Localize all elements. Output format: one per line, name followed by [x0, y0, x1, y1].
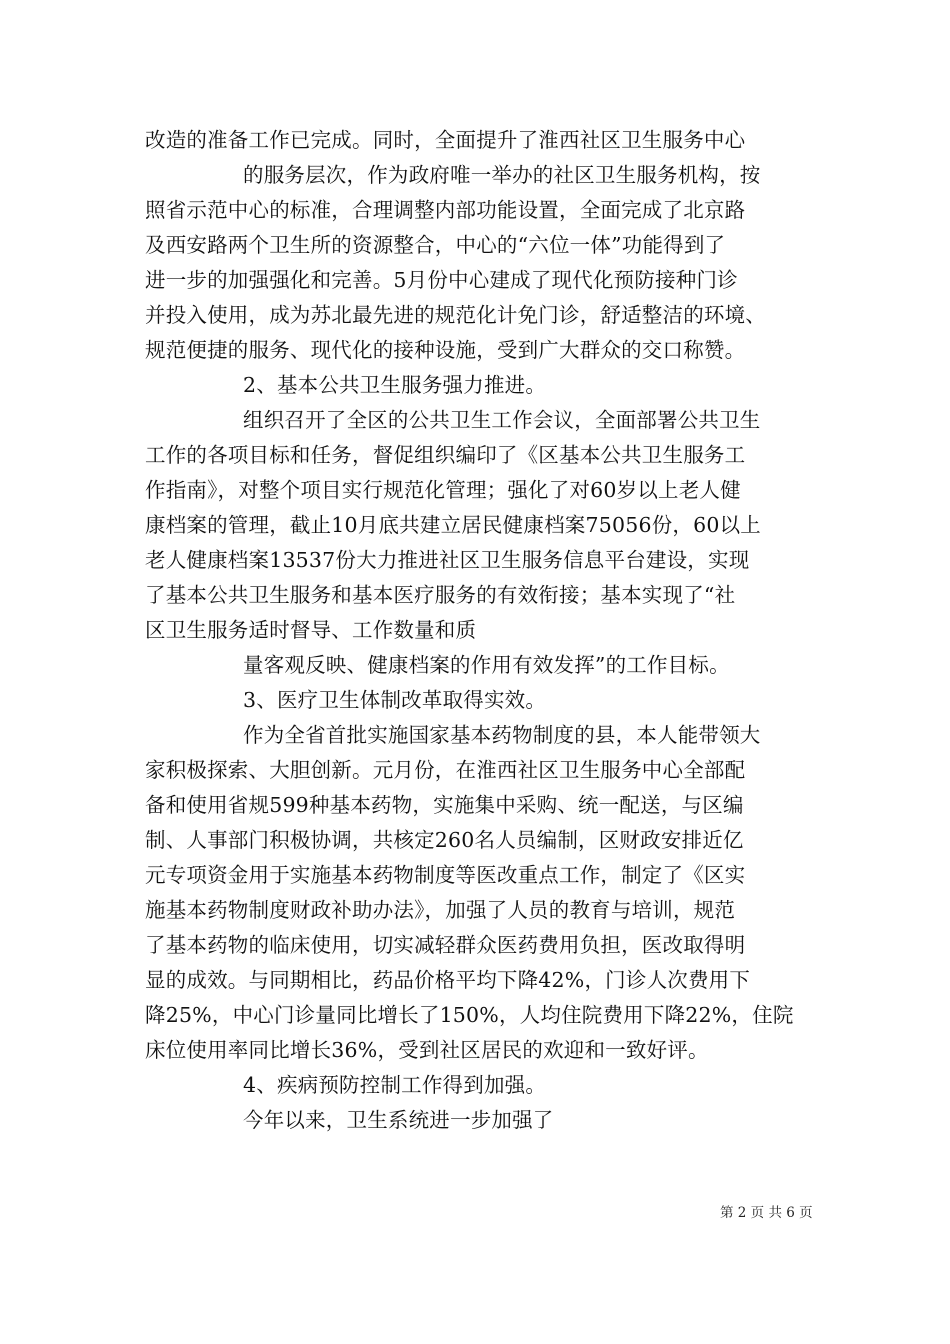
- page-number: 第 2 页 共 6 页: [720, 1205, 813, 1221]
- paragraph-line: 元专项资金用于实施基本药物制度等医改重点工作，制定了《区实: [145, 863, 746, 887]
- paragraph-line: 改造的准备工作已完成。同时，全面提升了淮西社区卫生服务中心: [145, 128, 746, 152]
- paragraph-line: 今年以来，卫生系统进一步加强了: [243, 1108, 554, 1132]
- section-heading: 4、疾病预防控制工作得到加强。: [243, 1073, 547, 1097]
- paragraph-line: 规范便捷的服务、现代化的接种设施，受到广大群众的交口称赞。: [145, 338, 746, 362]
- paragraph-line: 工作的各项目标和任务，督促组织编印了《区基本公共卫生服务工: [145, 443, 746, 467]
- paragraph-line: 的服务层次，作为政府唯一举办的社区卫生服务机构，按: [243, 163, 761, 187]
- paragraph-line: 及西安路两个卫生所的资源整合，中心的“六位一体”功能得到了: [145, 233, 726, 257]
- paragraph-line: 并投入使用，成为苏北最先进的规范化计免门诊，舒适整洁的环境、: [145, 303, 766, 327]
- paragraph-line: 康档案的管理，截止10月底共建立居民健康档案75056份，60以上: [145, 513, 761, 537]
- paragraph-line: 组织召开了全区的公共卫生工作会议，全面部署公共卫生: [243, 408, 761, 432]
- paragraph-line: 区卫生服务适时督导、工作数量和质: [145, 618, 477, 642]
- paragraph-line: 床位使用率同比增长36%，受到社区居民的欢迎和一致好评。: [145, 1038, 709, 1062]
- paragraph-line: 作为全省首批实施国家基本药物制度的县，本人能带领大: [243, 723, 761, 747]
- paragraph-line: 降25%，中心门诊量同比增长了150%，人均住院费用下降22%，住院: [145, 1003, 794, 1027]
- paragraph-line: 制、人事部门积极协调，共核定260名人员编制，区财政安排近亿: [145, 828, 744, 852]
- paragraph-line: 照省示范中心的标准，合理调整内部功能设置，全面完成了北京路: [145, 198, 746, 222]
- section-heading: 2、基本公共卫生服务强力推进。: [243, 373, 547, 397]
- paragraph-line: 作指南》，对整个项目实行规范化管理；强化了对60岁以上老人健: [145, 478, 741, 502]
- paragraph-line: 进一步的加强强化和完善。5月份中心建成了现代化预防接种门诊: [145, 268, 738, 292]
- paragraph-line: 显的成效。与同期相比，药品价格平均下降42%，门诊人次费用下: [145, 968, 751, 992]
- paragraph-line: 备和使用省规599种基本药物，实施集中采购、统一配送，与区编: [145, 793, 744, 817]
- paragraph-line: 老人健康档案13537份大力推进社区卫生服务信息平台建设，实现: [145, 548, 750, 572]
- paragraph-line: 施基本药物制度财政补助办法》，加强了人员的教育与培训，规范: [145, 898, 736, 922]
- paragraph-line: 家积极探索、大胆创新。元月份，在淮西社区卫生服务中心全部配: [145, 758, 746, 782]
- section-heading: 3、医疗卫生体制改革取得实效。: [243, 688, 547, 712]
- paragraph-line: 了基本公共卫生服务和基本医疗服务的有效衔接；基本实现了“社: [145, 583, 736, 607]
- paragraph-line: 量客观反映、健康档案的作用有效发挥”的工作目标。: [243, 653, 730, 677]
- paragraph-line: 了基本药物的临床使用，切实减轻群众医药费用负担，医改取得明: [145, 933, 746, 957]
